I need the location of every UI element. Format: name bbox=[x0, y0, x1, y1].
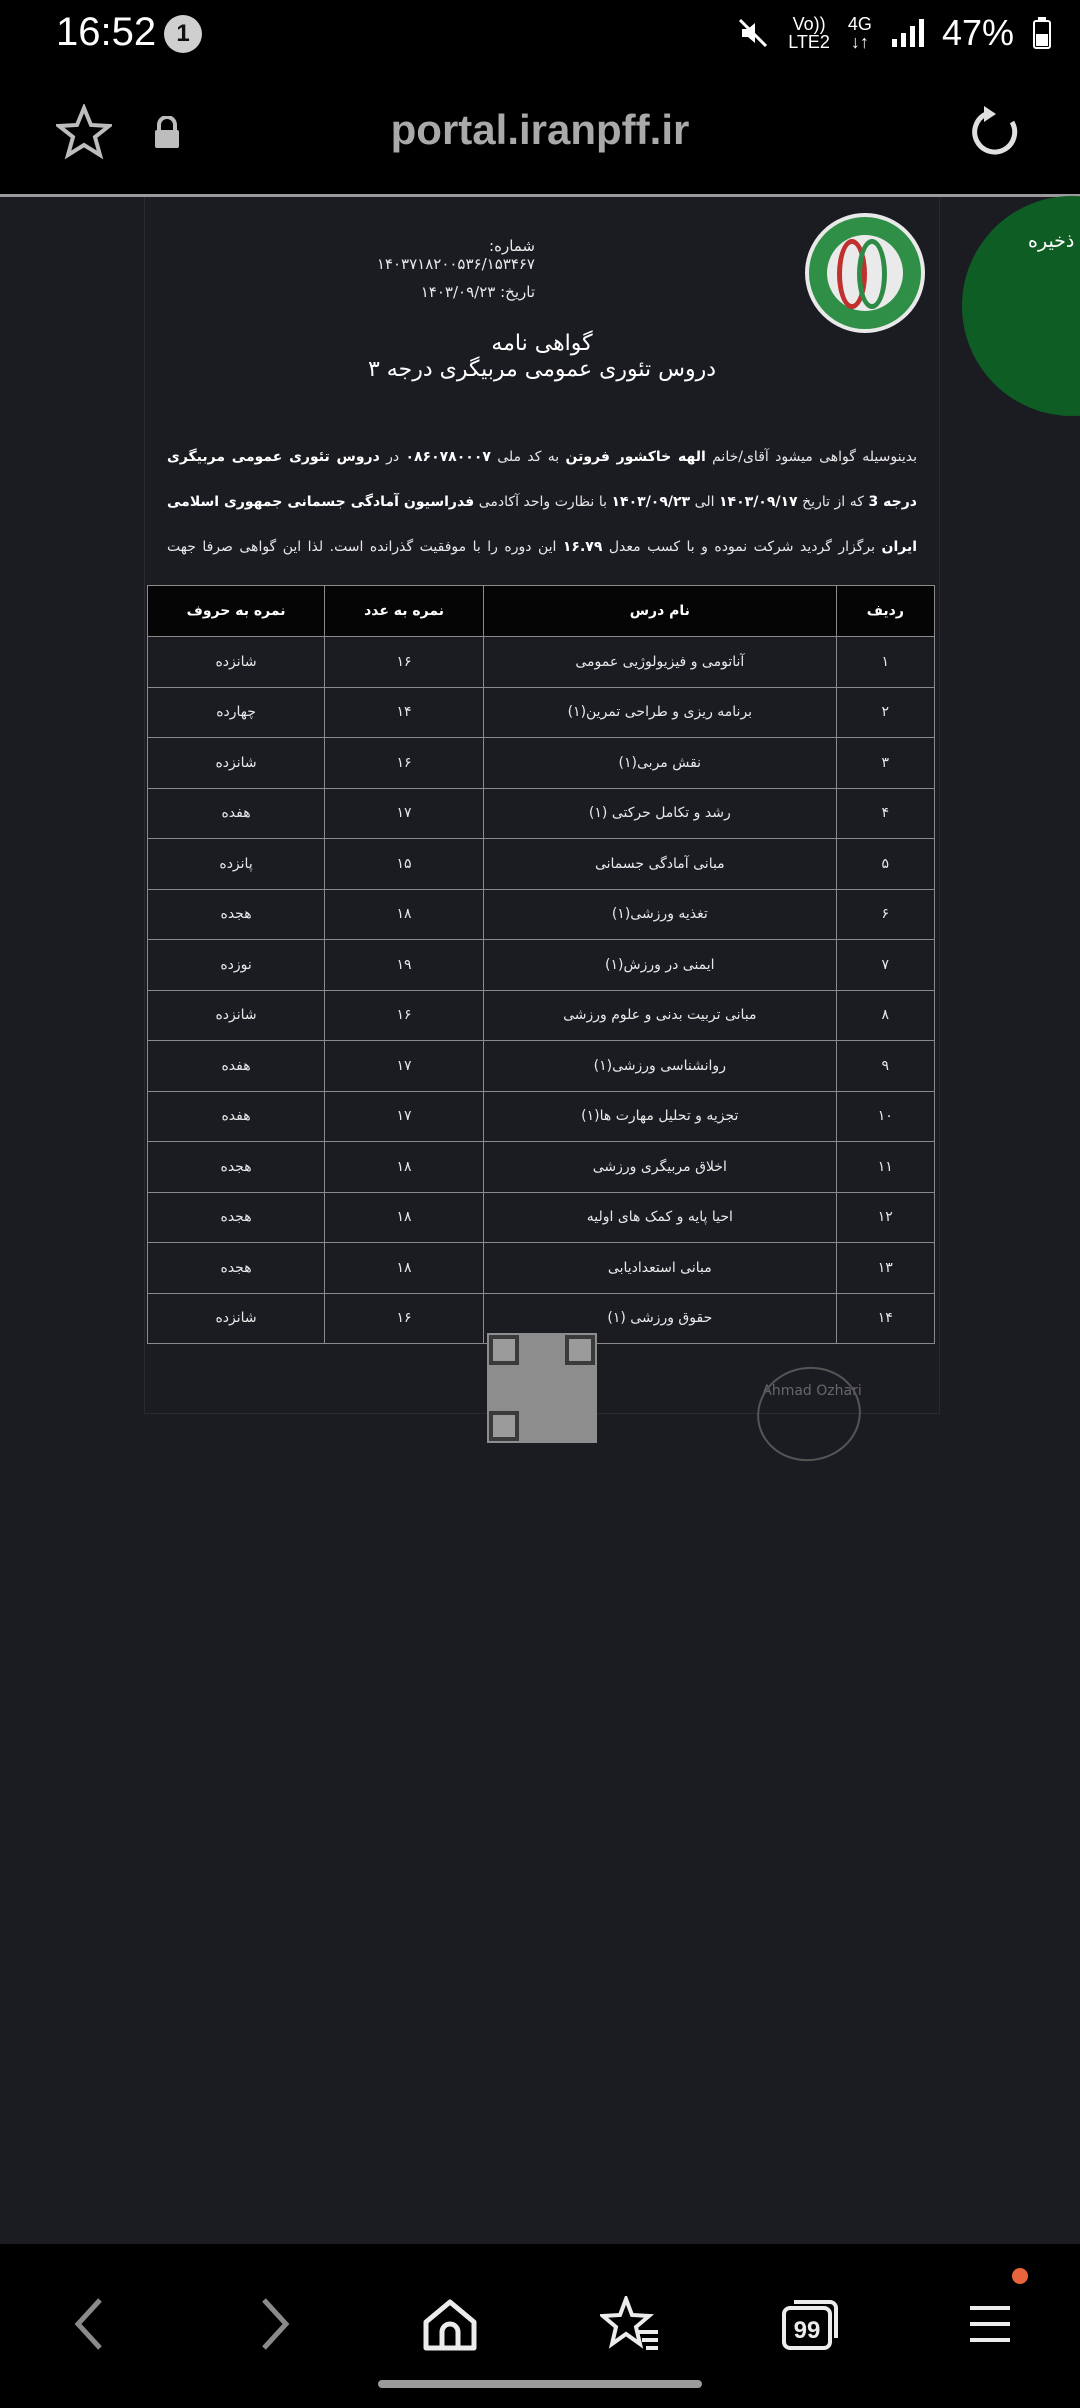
cell-course-name: مبانی آمادگی جسمانی bbox=[484, 839, 837, 890]
cell-row-number: ۱۲ bbox=[836, 1192, 934, 1243]
cell-grade-number: ۱۷ bbox=[325, 1091, 484, 1142]
cell-course-name: رشد و تکامل حرکتی (۱) bbox=[484, 788, 837, 839]
course-title: دروس تئوری عمومی مربیگری درجه ۳ bbox=[367, 357, 716, 382]
cell-grade-words: نوزده bbox=[148, 940, 325, 991]
cell-course-name: احیا پایه و کمک های اولیه bbox=[484, 1192, 837, 1243]
cell-grade-words: شانزده bbox=[148, 738, 325, 789]
cell-grade-number: ۱۸ bbox=[325, 1192, 484, 1243]
cell-course-name: مبانی تربیت بدنی و علوم ورزشی bbox=[484, 990, 837, 1041]
table-header-row bbox=[148, 586, 935, 637]
forward-icon[interactable] bbox=[254, 2296, 294, 2352]
table-row bbox=[148, 889, 935, 940]
cell-grade-words: هجده bbox=[148, 1142, 325, 1193]
network-type-indicator: 4G ↓↑ bbox=[847, 14, 872, 52]
cell-row-number: ۳ bbox=[836, 738, 934, 789]
cell-row-number: ۲ bbox=[836, 687, 934, 738]
cell-row-number: ۱۱ bbox=[836, 1142, 934, 1193]
table-row bbox=[148, 1091, 935, 1142]
col-header-grade-number: نمره به عدد bbox=[325, 586, 484, 637]
cell-row-number: ۱ bbox=[836, 637, 934, 688]
cell-row-number: ۵ bbox=[836, 839, 934, 890]
cell-grade-number: ۱۴ bbox=[325, 687, 484, 738]
cell-grade-number: ۱۸ bbox=[325, 889, 484, 940]
status-bar bbox=[0, 0, 1080, 68]
save-button[interactable] bbox=[962, 196, 1080, 416]
menu-notification-dot bbox=[1012, 2268, 1028, 2284]
cell-grade-words: هفده bbox=[148, 1041, 325, 1092]
table-row bbox=[148, 687, 935, 738]
cell-grade-words: هفده bbox=[148, 788, 325, 839]
cell-grade-words: هفده bbox=[148, 1091, 325, 1142]
certificate-meta bbox=[335, 237, 535, 311]
cell-grade-number: ۱۸ bbox=[325, 1243, 484, 1294]
col-header-course-name: نام درس bbox=[484, 586, 837, 637]
table-row bbox=[148, 637, 935, 688]
cell-grade-number: ۱۷ bbox=[325, 1041, 484, 1092]
volte-indicator: Vo)) LTE2 bbox=[788, 14, 830, 52]
gesture-bar[interactable] bbox=[378, 2380, 702, 2388]
cell-grade-words: پانزده bbox=[148, 839, 325, 890]
back-icon[interactable] bbox=[70, 2296, 110, 2352]
cell-grade-number: ۱۷ bbox=[325, 788, 484, 839]
cell-course-name: تجزیه و تحلیل مهارت ها(۱) bbox=[484, 1091, 837, 1142]
cell-row-number: ۸ bbox=[836, 990, 934, 1041]
save-label: ذخیره bbox=[1028, 230, 1075, 252]
cell-grade-number: ۱۶ bbox=[325, 990, 484, 1041]
cell-course-name: روانشناسی ورزشی(۱) bbox=[484, 1041, 837, 1092]
reload-icon[interactable] bbox=[968, 104, 1024, 160]
battery-percent: 47% bbox=[941, 12, 1014, 53]
certificate-number: شماره: ۱۴۰۳۷۱۸۲۰۰۵۳۶/۱۵۳۴۶۷ bbox=[376, 237, 535, 273]
cell-row-number: ۷ bbox=[836, 940, 934, 991]
cell-grade-words: شانزده bbox=[148, 637, 325, 688]
table-row bbox=[148, 940, 935, 991]
col-header-row-number: ردیف bbox=[836, 586, 934, 637]
svg-text:99: 99 bbox=[793, 2317, 821, 2344]
cell-row-number: ۱۳ bbox=[836, 1243, 934, 1294]
browser-toolbar bbox=[0, 68, 1080, 197]
cell-row-number: ۴ bbox=[836, 788, 934, 839]
cell-course-name: آناتومی و فیزیولوژیی عمومی bbox=[484, 637, 837, 688]
certificate-document bbox=[144, 197, 940, 1414]
table-row bbox=[148, 1192, 935, 1243]
home-icon[interactable] bbox=[420, 2296, 480, 2352]
cell-course-name: اخلاق مربیگری ورزشی bbox=[484, 1142, 837, 1193]
cell-grade-words: شانزده bbox=[148, 1293, 325, 1344]
table-row bbox=[148, 990, 935, 1041]
menu-icon[interactable] bbox=[966, 2296, 1014, 2352]
signatory-name: Ahmad Ozhari bbox=[762, 1383, 862, 1399]
cell-grade-number: ۱۵ bbox=[325, 839, 484, 890]
tabs-icon[interactable] bbox=[780, 2296, 840, 2352]
cell-course-name: تغذیه ورزشی(۱) bbox=[484, 889, 837, 940]
qr-code bbox=[487, 1333, 597, 1443]
cell-grade-words: چهارده bbox=[148, 687, 325, 738]
table-row bbox=[148, 738, 935, 789]
cell-row-number: ۱۴ bbox=[836, 1293, 934, 1344]
certificate-title: گواهی نامه bbox=[491, 331, 593, 356]
url-text[interactable]: portal.iranpff.ir bbox=[390, 106, 690, 153]
cell-row-number: ۹ bbox=[836, 1041, 934, 1092]
cell-course-name: برنامه ریزی و طراحی تمرین(۱) bbox=[484, 687, 837, 738]
cell-grade-words: هجده bbox=[148, 1192, 325, 1243]
cell-grade-number: ۱۶ bbox=[325, 1293, 484, 1344]
grades-table bbox=[147, 585, 935, 1344]
cell-grade-number: ۱۹ bbox=[325, 940, 484, 991]
cell-grade-number: ۱۸ bbox=[325, 1142, 484, 1193]
table-row bbox=[148, 1041, 935, 1092]
bookmark-icon[interactable] bbox=[600, 2296, 660, 2352]
table-row bbox=[148, 788, 935, 839]
table-row bbox=[148, 839, 935, 890]
cell-grade-words: هجده bbox=[148, 889, 325, 940]
table-row bbox=[148, 1243, 935, 1294]
cell-course-name: نقش مربی(۱) bbox=[484, 738, 837, 789]
cell-course-name: حقوق ورزشی (۱) bbox=[484, 1293, 837, 1344]
cell-grade-words: شانزده bbox=[148, 990, 325, 1041]
clock: 16:52 bbox=[56, 10, 157, 54]
cell-grade-words: هجده bbox=[148, 1243, 325, 1294]
battery-icon bbox=[1032, 16, 1052, 50]
cell-grade-number: ۱۶ bbox=[325, 738, 484, 789]
cell-grade-number: ۱۶ bbox=[325, 637, 484, 688]
table-row bbox=[148, 1142, 935, 1193]
cell-row-number: ۶ bbox=[836, 889, 934, 940]
cell-course-name: مبانی استعدادیابی bbox=[484, 1243, 837, 1294]
certificate-date: تاریخ: ۱۴۰۳/۰۹/۲۳ bbox=[420, 283, 535, 301]
signal-icon bbox=[890, 17, 924, 49]
notification-count-badge: 1 bbox=[164, 15, 202, 53]
signature-stamp bbox=[717, 1327, 907, 1467]
cell-row-number: ۱۰ bbox=[836, 1091, 934, 1142]
col-header-grade-words: نمره به حروف bbox=[148, 586, 325, 637]
cell-course-name: ایمنی در ورزش(۱) bbox=[484, 940, 837, 991]
mute-icon bbox=[736, 16, 770, 50]
status-icons bbox=[736, 12, 1052, 54]
certificate-body-text: بدینوسیله گواهی میشود آقای/خانم الهه خاکشور فروتن به کد ملی ۰۸۶۰۷۸۰۰۰۷ در دروس تئوری عمومی مربیگری درجه 3 که از تاریخ ۱۴۰۳/۰۹/۱۷ الی ۱۴۰۳/۰۹/۲۳ با نظارت واحد آکادمی فدراسیون آمادگی جسمانی جمهوری اسلامی ایران برگزار گردید شرکت نموده و با کسب معدل ۱۶.۷۹ این دوره را با موفقیت گذرانده است. لذا این گواهی صرفا جهت bbox=[167, 449, 918, 555]
federation-logo bbox=[805, 213, 925, 333]
